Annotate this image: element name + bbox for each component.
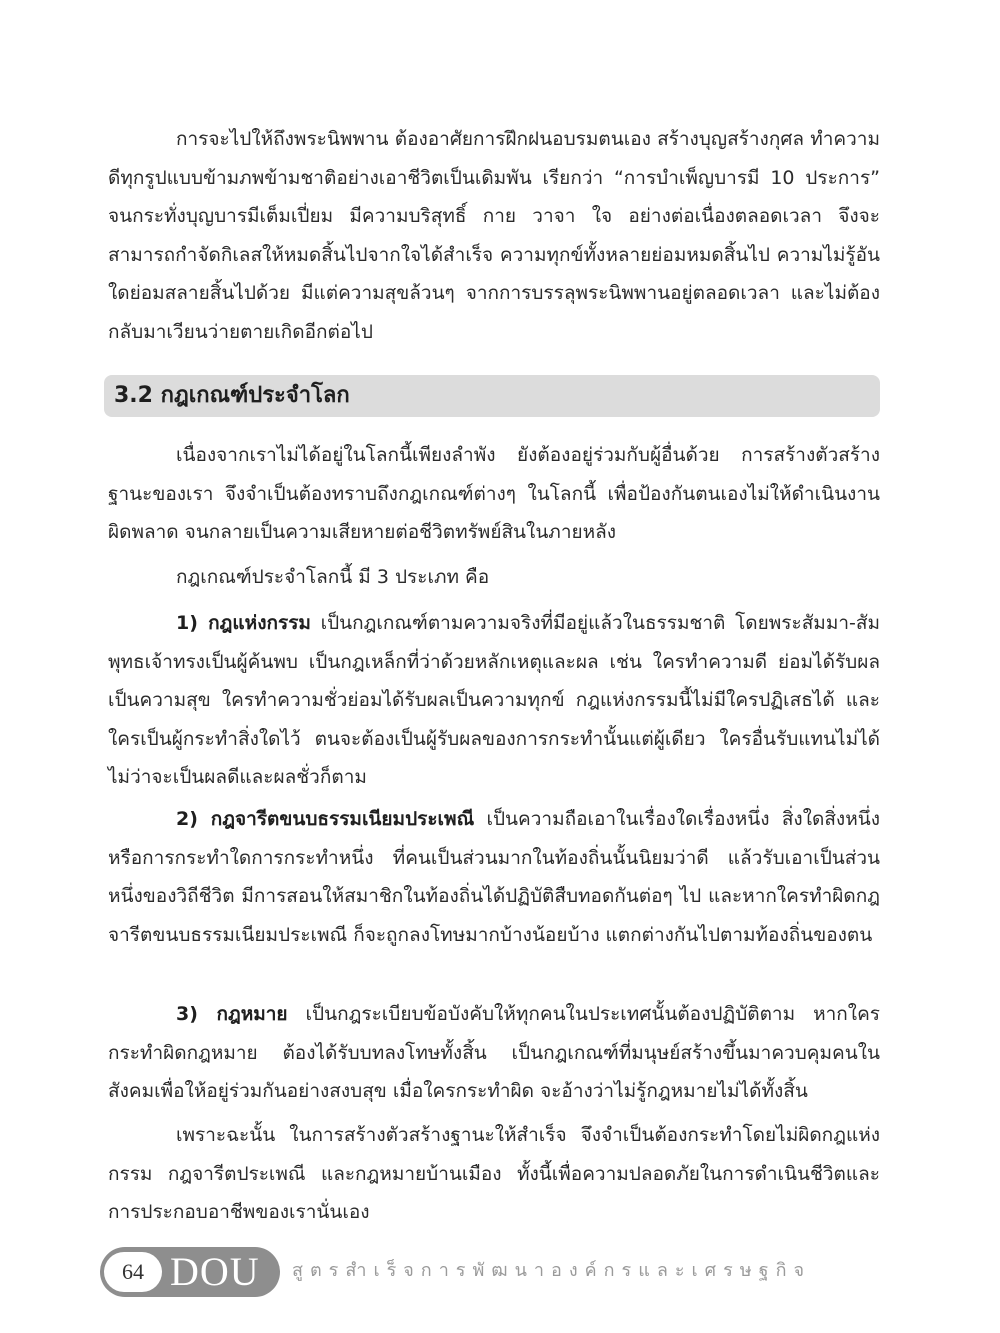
list-item-term: 3) กฎหมาย bbox=[176, 1003, 288, 1025]
section-paragraph-1: เนื่องจากเราไม่ได้อยู่ในโลกนี้เพียงลำพัง ยังต้องอยู่ร่วมกับผู้อื่นด้วย การสร้างตัวสร้างฐานะของเรา จึงจำเป็นต้องทราบถึงกฎเกณฑ์ต่างๆ ในโลกนี้ เพื่อป้องกันตนเองไม่ให้ดำเนินงานผิดพลาด จนกลายเป็นความเสียหายต่อชีวิตทรัพย์สินในภายหลัง bbox=[108, 444, 880, 544]
page-number: 64 bbox=[104, 1252, 162, 1292]
list-item-text: เป็นกฎเกณฑ์ตามความจริงที่มีอยู่แล้วในธรรมชาติ โดยพระสัมมา-สัมพุทธเจ้าทรงเป็นผู้ค้นพบ เป็นกฎเหล็กที่ว่าด้วยหลักเหตุและผล เช่น ใครทำความดี ย่อมได้รับผลเป็นความสุข ใครทำความชั่วย่อมได้รับผลเป็นความทุกข์ กฎแห่งกรรมนี้ไม่มีใครปฏิเสธได้ และใครเป็นผู้กระทำสิ่งใดไว้ ตนจะต้องเป็นผู้รับผลของการกระทำนั้นแต่ผู้เดียว ใครอื่นรับแทนไม่ได้ ไม่ว่าจะเป็นผลดีและผลชั่วก็ตาม bbox=[108, 612, 880, 789]
list-item-text: เป็นกฎระเบียบข้อบังคับให้ทุกคนในประเทศนั้นต้องปฏิบัติตาม หากใครกระทำผิดกฎหมาย ต้องได้รับบทลงโทษทั้งสิ้น เป็นกฎเกณฑ์ที่มนุษย์สร้างขึ้นมาควบคุมคนในสังคมเพื่อให้อยู่ร่วมกันอย่างสงบสุข เมื่อใครกระทำผิด จะอ้างว่าไม่รู้กฎหมายไม่ได้ทั้งสิ้น bbox=[108, 1003, 880, 1103]
intro-paragraph: การจะไปให้ถึงพระนิพพาน ต้องอาศัยการฝึกฝนอบรมตนเอง สร้างบุญสร้างกุศล ทำความดีทุกรูปแบบข้ามภพข้ามชาติอย่างเอาชีวิตเป็นเดิมพัน เรียกว่า “การบำเพ็ญบารมี 10 ประการ” จนกระทั่งบุญบารมีเต็มเปี่ยม มีความบริสุทธิ์ กาย วาจา ใจ อย่างต่อเนื่องตลอดเวลา จึงจะสามารถกำจัดกิเลสให้หมดสิ้นไปจากใจได้สำเร็จ ความทุกข์ทั้งหลายย่อมหมดสิ้นไป ความไม่รู้อันใดย่อมสลายสิ้นไปด้วย มีแต่ความสุขล้วนๆ จากการบรรลุพระนิพพานอยู่ตลอดเวลา และไม่ต้องกลับมาเวียนว่ายตายเกิดอีกต่อไป bbox=[108, 128, 880, 343]
book-title: สูตรสำเร็จการพัฒนาองค์กรและเศรษฐกิจ bbox=[292, 1260, 812, 1281]
section-heading-bar bbox=[104, 375, 880, 417]
footer-badge bbox=[100, 1247, 280, 1297]
list-item-tradition bbox=[108, 800, 880, 954]
section-heading: 3.2 กฎเกณฑ์ประจำโลก bbox=[114, 383, 350, 408]
list-item-term: 1) กฎแห่งกรรม bbox=[176, 612, 311, 634]
list-item-text: เป็นความถือเอาในเรื่องใดเรื่องหนึ่ง สิ่งใดสิ่งหนึ่ง หรือการกระทำใดการกระทำหนึ่ง ที่คนเป็นส่วนมากในท้องถิ่นนั้นนิยมว่าดี แล้วรับเอาเป็นส่วนหนึ่งของวิถีชีวิต มีการสอนให้สมาชิกในท้องถิ่นได้ปฏิบัติสืบทอดกันต่อๆ ไป และหากใครทำผิดกฎจารีตขนบธรรมเนียมประเพณี ก็จะถูกลงโทษมากบ้างน้อยบ้าง แตกต่างกันไปตามท้องถิ่นของตน bbox=[108, 808, 880, 946]
list-item-term: 2) กฎจารีตขนบธรรมเนียมประเพณี bbox=[176, 808, 475, 830]
list-item-karma bbox=[108, 604, 880, 797]
dou-logo: DOU bbox=[170, 1249, 260, 1294]
conclusion-paragraph: เพราะฉะนั้น ในการสร้างตัวสร้างฐานะให้สำเร็จ จึงจำเป็นต้องกระทำโดยไม่ผิดกฎแห่งกรรม กฎจารีตประเพณี และกฎหมายบ้านเมือง ทั้งนี้เพื่อความปลอดภัยในการดำเนินชีวิตและการประกอบอาชีพของเรานั่นเอง bbox=[108, 1124, 880, 1224]
section-paragraph-2: กฎเกณฑ์ประจำโลกนี้ มี 3 ประเภท คือ bbox=[176, 566, 490, 588]
list-item-law bbox=[108, 995, 880, 1111]
